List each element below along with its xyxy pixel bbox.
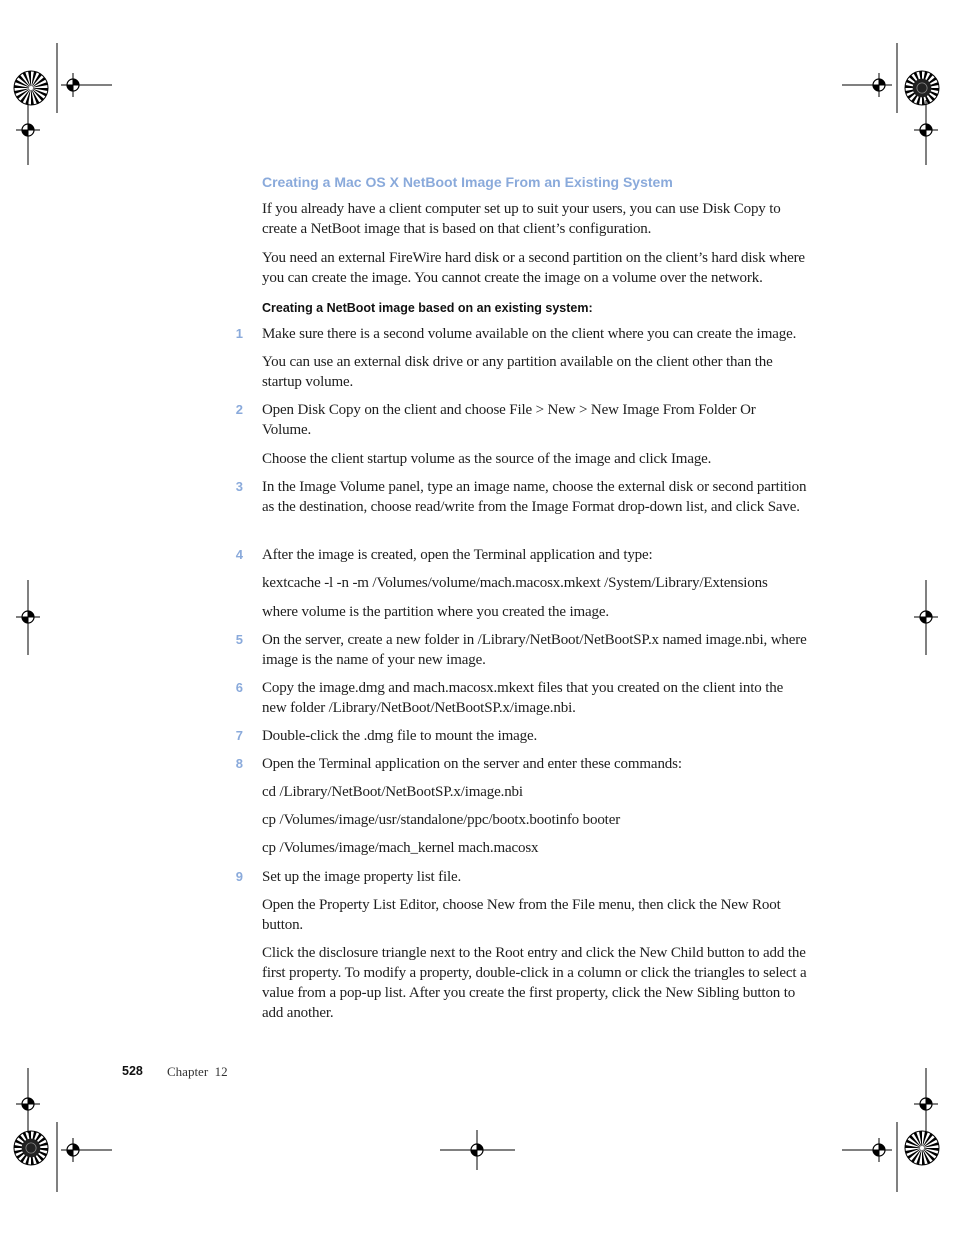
crosshair-icon bbox=[16, 1092, 40, 1116]
starburst-target-icon bbox=[905, 71, 939, 105]
step-text: Set up the image property list file. bbox=[262, 869, 462, 885]
step-detail: Open the Property List Editor, choose New from the File menu, then click the New Root button. bbox=[262, 897, 781, 933]
intro-paragraph: If you already have a client computer set up to suit your users, you can use Disk Copy to create a NetBoot image that is based on that client’s configuration. bbox=[262, 201, 781, 237]
step-number: 2 bbox=[235, 402, 243, 417]
page-number: 528 bbox=[122, 1064, 143, 1078]
starburst-target-icon bbox=[14, 1131, 48, 1165]
step-text: In the Image Volume panel, type an image name, choose the external disk or second partition as the destination, choose read/write from the Image Format drop-down list, and click Save. bbox=[262, 479, 807, 515]
step-text: On the server, create a new folder in /Library/NetBoot/NetBootSP.x named image.nbi, where image is the name of your new image. bbox=[262, 632, 807, 668]
crosshair-icon bbox=[867, 73, 891, 97]
starburst-target-icon bbox=[905, 1131, 939, 1165]
step-detail: You can use an external disk drive or any partition available on the client other than the startup volume. bbox=[262, 354, 773, 390]
intro-paragraph: You need an external FireWire hard disk or a second partition on the client’s hard disk where you can create the image. You cannot create the image on a volume over the network. bbox=[262, 250, 805, 286]
step-number: 7 bbox=[235, 728, 243, 743]
crosshair-icon bbox=[867, 1138, 891, 1162]
starburst-target-icon bbox=[14, 71, 48, 105]
crosshair-icon bbox=[16, 118, 40, 142]
step-text: Double-click the .dmg file to mount the image. bbox=[262, 728, 538, 744]
step-text: Open Disk Copy on the client and choose File > New > New Image From Folder Or Volume. bbox=[262, 402, 756, 438]
step-detail: Choose the client startup volume as the source of the image and click Image. bbox=[262, 451, 712, 467]
crosshair-icon bbox=[61, 1138, 85, 1162]
command-line: cp /Volumes/image/usr/standalone/ppc/bootx.bootinfo booter bbox=[262, 812, 621, 828]
crosshair-icon bbox=[914, 118, 938, 142]
step-text: Make sure there is a second volume available on the client where you can create the image. bbox=[262, 326, 797, 342]
step-text: Open the Terminal application on the server and enter these commands: bbox=[262, 756, 682, 772]
step-number: 4 bbox=[235, 547, 243, 562]
command-line: kextcache -l -n -m /Volumes/volume/mach.macosx.mkext /System/Library/Extensions bbox=[262, 575, 768, 591]
step-number: 5 bbox=[235, 632, 243, 647]
crosshair-icon bbox=[61, 73, 85, 97]
step-number: 3 bbox=[235, 479, 243, 494]
step-text: Copy the image.dmg and mach.macosx.mkext files that you created on the client into the new folder /Library/NetBoot/NetBootSP.x/image.nbi. bbox=[262, 680, 784, 716]
step-number: 6 bbox=[235, 680, 243, 695]
procedure-heading: Creating a NetBoot image based on an existing system: bbox=[262, 301, 593, 315]
crosshair-icon bbox=[914, 605, 938, 629]
step-detail: where volume is the partition where you created the image. bbox=[262, 604, 610, 620]
crosshair-icon bbox=[914, 1092, 938, 1116]
command-line: cp /Volumes/image/mach_kernel mach.macosx bbox=[262, 840, 539, 856]
step-number: 9 bbox=[235, 869, 243, 884]
step-number: 8 bbox=[235, 756, 243, 771]
crosshair-icon bbox=[465, 1138, 489, 1162]
crosshair-icon bbox=[16, 605, 40, 629]
command-line: cd /Library/NetBoot/NetBootSP.x/image.nbi bbox=[262, 784, 523, 800]
section-heading: Creating a Mac OS X NetBoot Image From an Existing System bbox=[262, 174, 673, 190]
step-text: After the image is created, open the Terminal application and type: bbox=[262, 547, 653, 563]
step-detail: Click the disclosure triangle next to the Root entry and click the New Child button to add the first property. To modify a property, double-click in a column or click the triangles to select a value from a pop-up list. After you create the first property, click the New Sibling button to add another. bbox=[262, 945, 807, 1021]
step-number: 1 bbox=[235, 326, 243, 341]
chapter-label: Chapter 12 bbox=[167, 1064, 228, 1079]
